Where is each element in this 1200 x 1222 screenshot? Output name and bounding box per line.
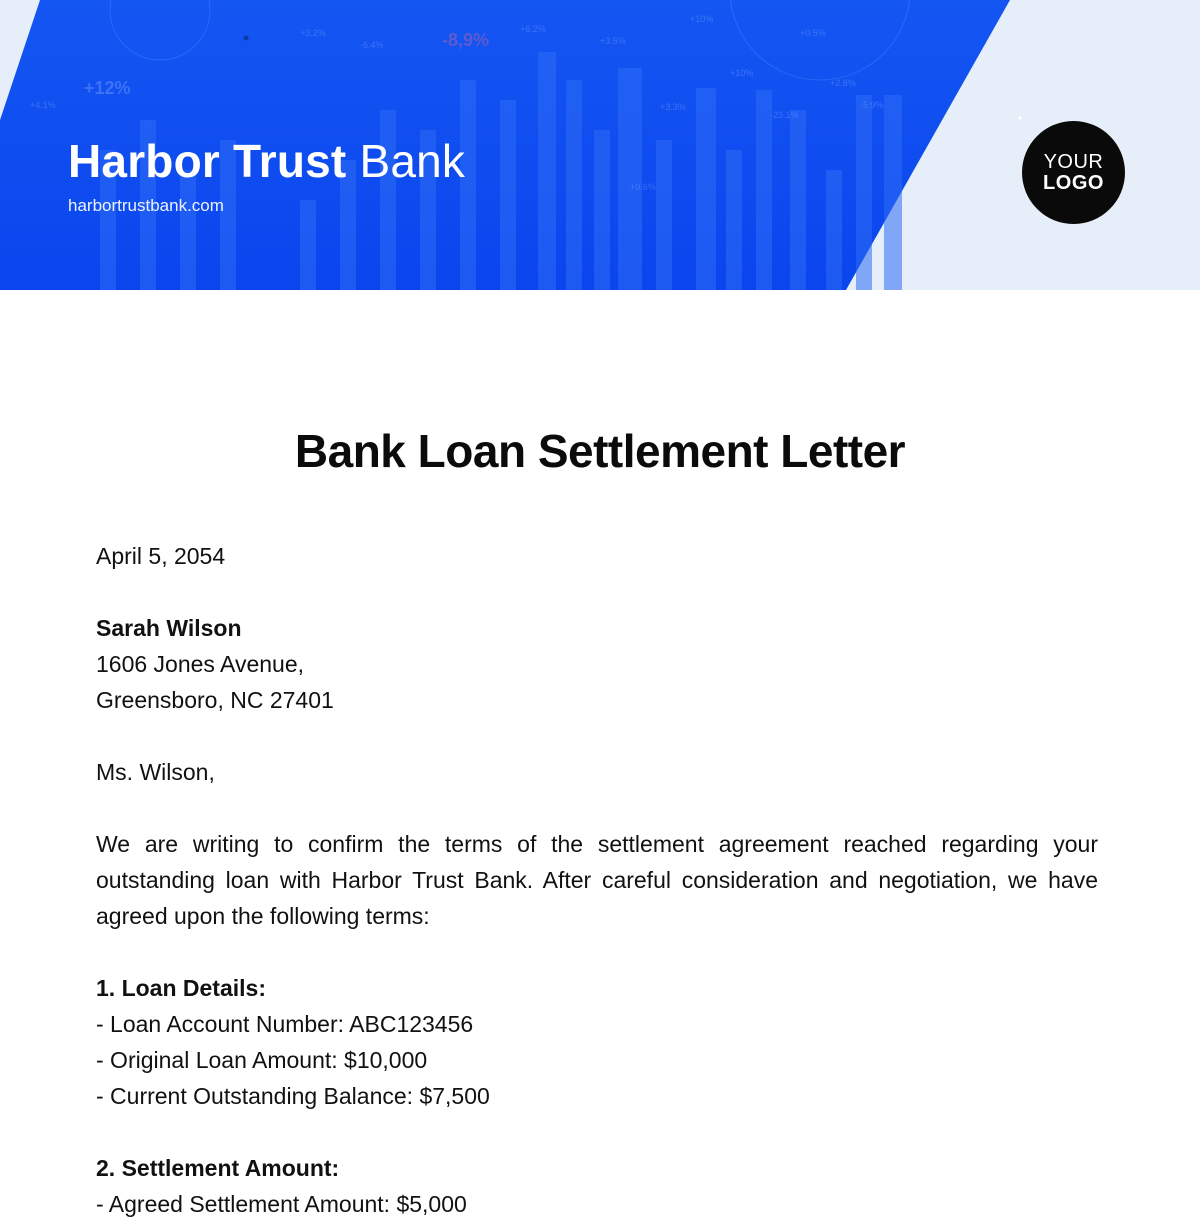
section-settlement-amount (96, 1150, 1098, 1222)
letter-title: Bank Loan Settlement Letter (294, 425, 906, 477)
svg-text:+4.1%: +4.1% (30, 100, 56, 110)
logo-line-2: LOGO (1043, 171, 1104, 194)
section-heading: 2. Settlement Amount: (96, 1155, 340, 1181)
recipient-address-line-1: 1606 Jones Avenue, (96, 651, 305, 677)
svg-text:+0.5%: +0.5% (800, 28, 826, 38)
logo-placeholder (1022, 121, 1125, 224)
letter-date: April 5, 2054 (96, 543, 226, 569)
recipient-address-line-2: Greensboro, NC 27401 (96, 687, 334, 713)
recipient-name: Sarah Wilson (96, 615, 242, 641)
svg-text:+6.2%: +6.2% (520, 24, 546, 34)
bank-name (68, 134, 465, 188)
svg-text:-8,9%: -8,9% (442, 30, 490, 50)
letterhead (0, 0, 1200, 290)
salutation: Ms. Wilson, (96, 759, 215, 785)
intro-paragraph: We are writing to confirm the terms of the settlement agreement reached regarding your outstanding loan with Harbor Trust Bank. After careful consideration and negotiation, we have agreed upon the following terms: (96, 831, 1098, 929)
logo-line-1: YOUR (1043, 150, 1104, 173)
svg-text:+10%: +10% (730, 68, 754, 78)
bank-name-regular: Bank (359, 135, 466, 187)
svg-text:-23.1%: -23.1% (770, 110, 799, 120)
svg-text:+2.8%: +2.8% (830, 78, 856, 88)
svg-text:+0.6%: +0.6% (630, 182, 656, 192)
list-item: - Original Loan Amount: $10,000 (96, 1047, 428, 1073)
list-item: - Current Outstanding Balance: $7,500 (96, 1083, 490, 1109)
svg-text:+3.2%: +3.2% (300, 28, 326, 38)
svg-text:+10%: +10% (690, 14, 714, 24)
bank-name-bold: Harbor Trust (68, 135, 347, 187)
svg-text:+3.3%: +3.3% (660, 102, 686, 112)
svg-text:+12%: +12% (84, 78, 131, 98)
section-heading: 1. Loan Details: (96, 975, 266, 1001)
bank-brand (68, 134, 465, 216)
bank-website: harbortrustbank.com (68, 196, 224, 215)
section-loan-details (96, 970, 1098, 1114)
svg-text:-5.9%: -5.9% (860, 100, 884, 110)
list-item: - Loan Account Number: ABC123456 (96, 1011, 474, 1037)
letter-body (96, 538, 1098, 1222)
svg-text:-6.4%: -6.4% (360, 40, 384, 50)
svg-text:+3.5%: +3.5% (600, 36, 626, 46)
list-item: - Agreed Settlement Amount: $5,000 (96, 1191, 467, 1217)
